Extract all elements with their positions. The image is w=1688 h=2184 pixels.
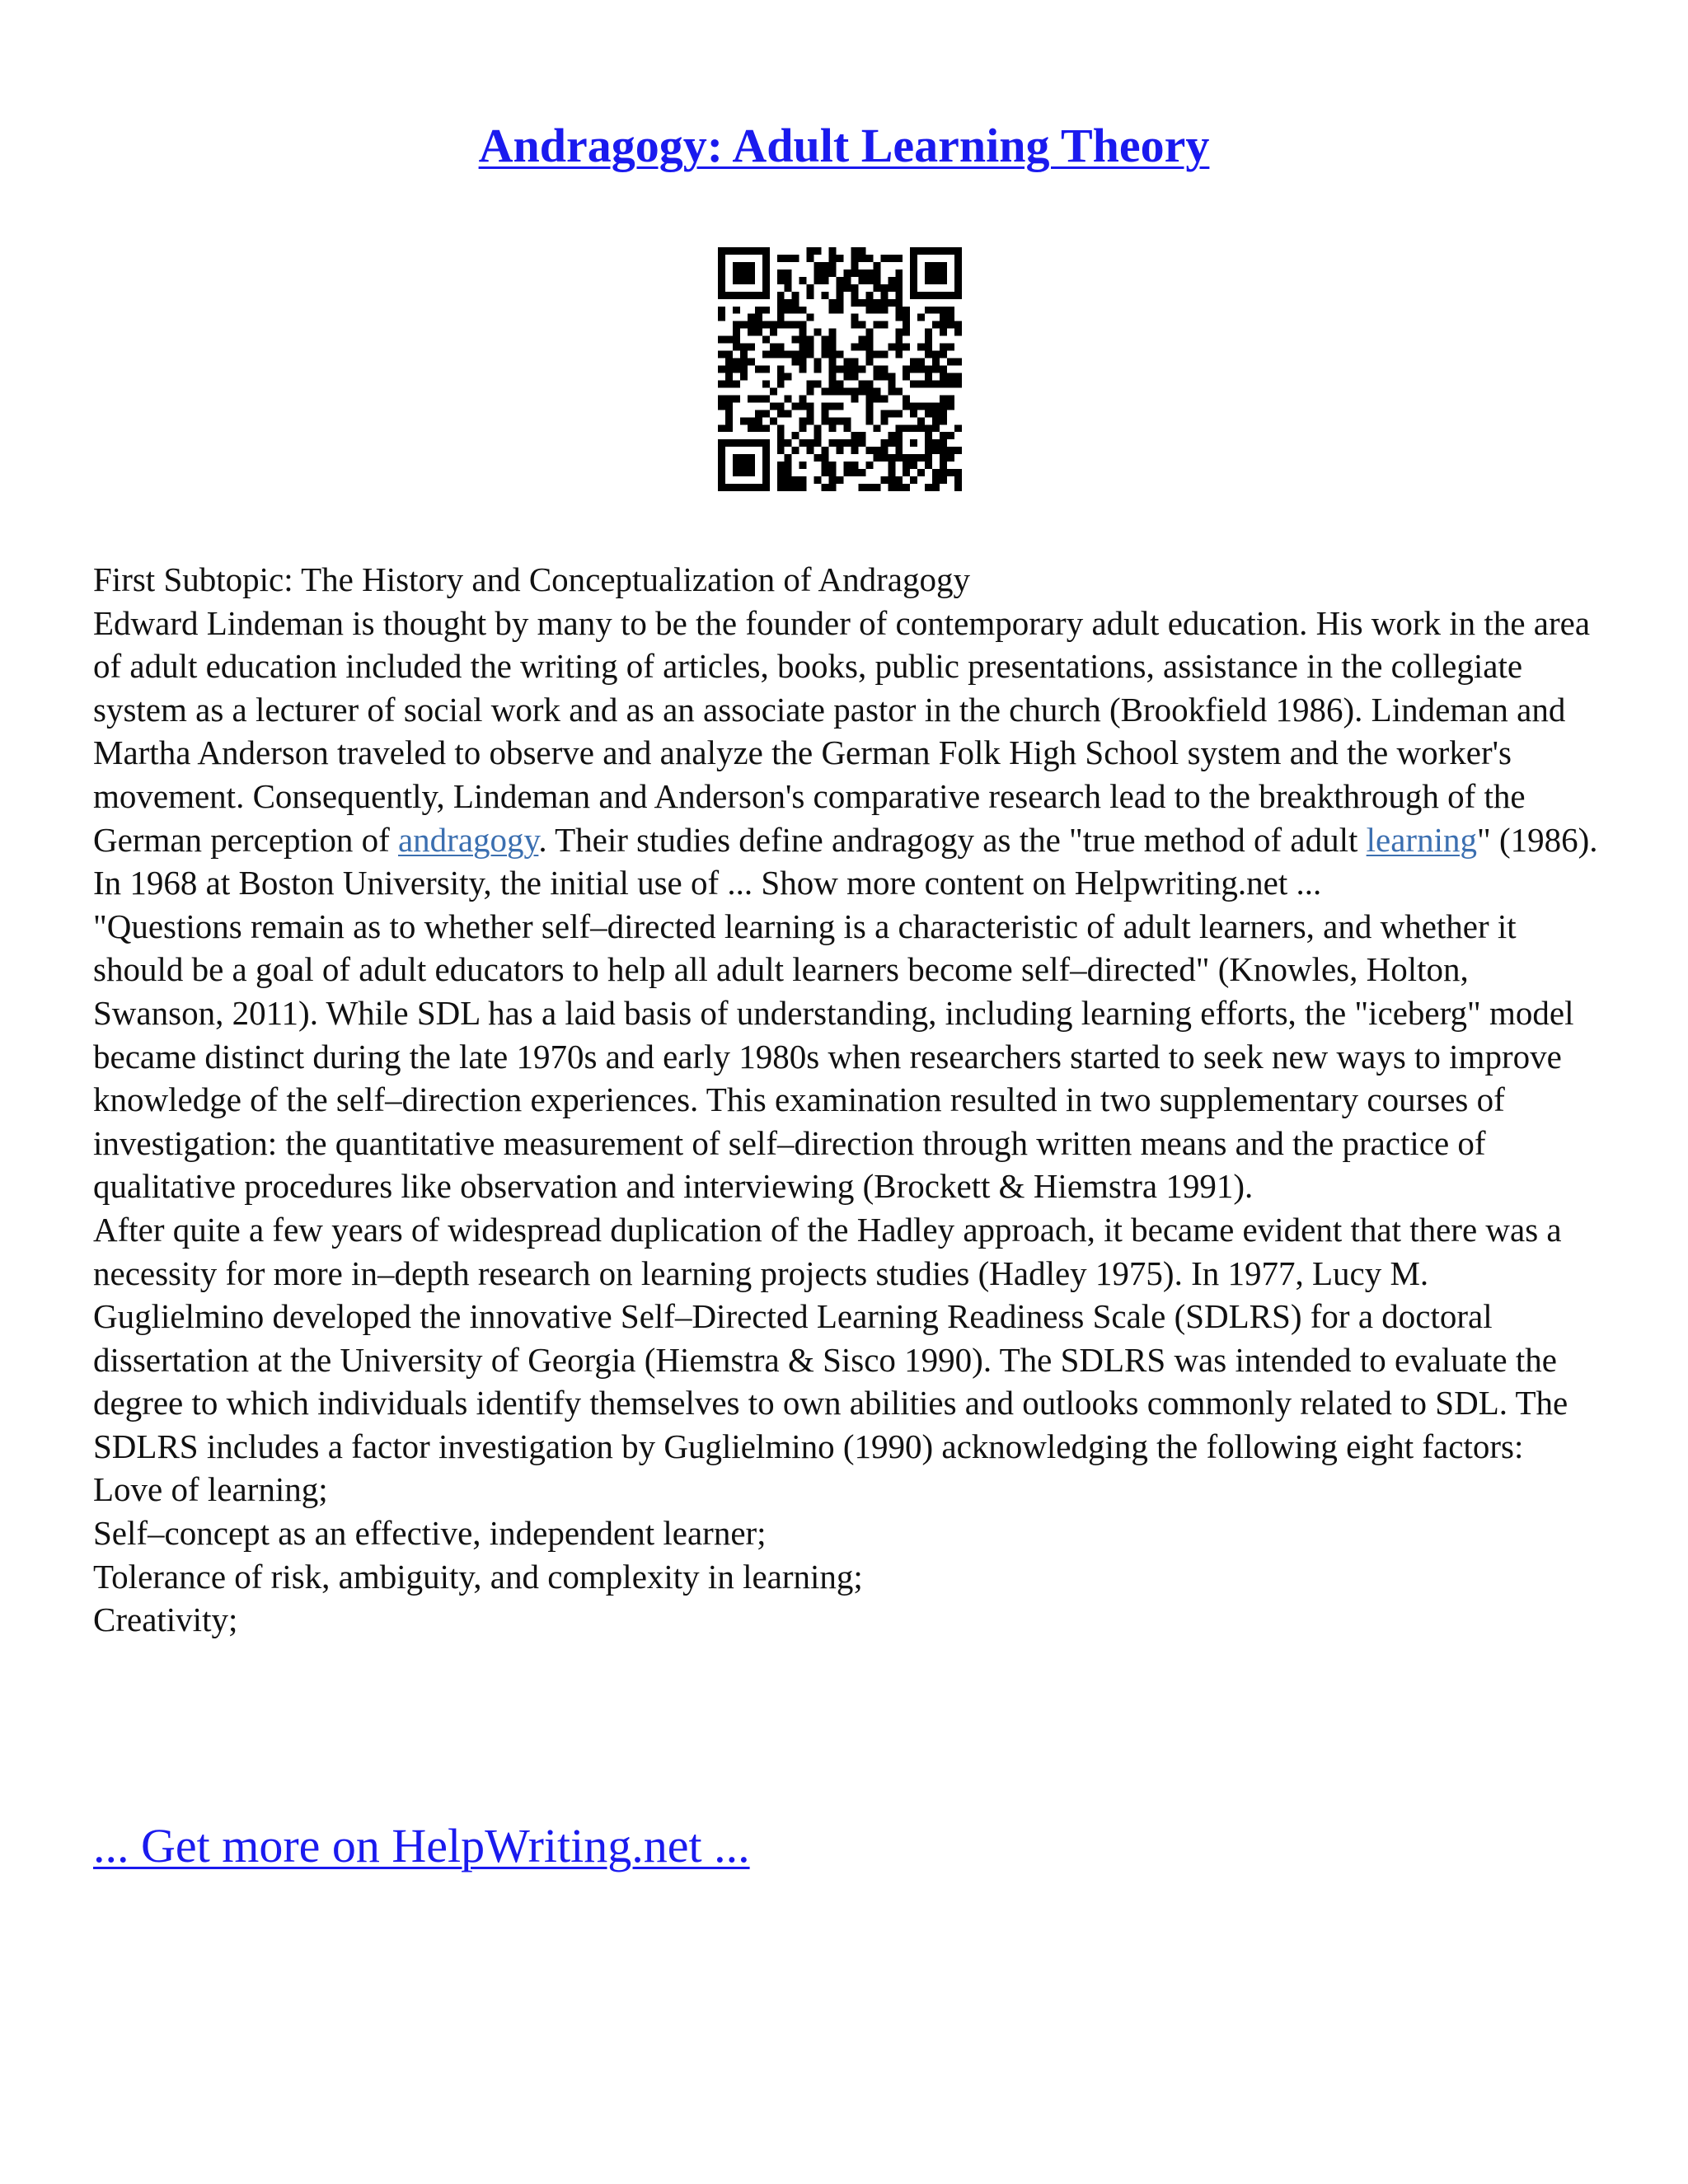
factor-item: Creativity; bbox=[93, 1601, 238, 1639]
title-link[interactable]: Andragogy: Adult Learning Theory bbox=[478, 119, 1210, 172]
page-title bbox=[0, 117, 1688, 175]
factor-item: Self–concept as an effective, independent learner; bbox=[93, 1514, 767, 1553]
paragraph-1-text-b: . Their studies define andragogy as the "true method of adult bbox=[538, 820, 1367, 859]
factor-item: Love of learning; bbox=[93, 1470, 328, 1509]
get-more-link[interactable]: ... Get more on HelpWriting.net ... bbox=[93, 1819, 750, 1872]
andragogy-link[interactable]: andragogy bbox=[397, 820, 539, 859]
paragraph-3: After quite a few years of widespread duplication of the Hadley approach, it became evident that there was a necessity for more in–depth research on learning projects studies (Hadley 1975). In 1977, Lucy M. Guglielmino developed the innovative Self–Directed Learning Readiness Scale (SDLRS) for a doctoral dissertation at the University of Georgia (Hiemstra & Sisco 1990). The SDLRS was intended to evaluate the degree to which individuals identify themselves to own abilities and outlooks commonly related to SDL. The SDLRS includes a factor investigation by Guglielmino (1990) acknowledging the following eight factors: bbox=[93, 1210, 1568, 1465]
paragraph-1 bbox=[93, 602, 1601, 905]
paragraph-1-text-c: " (1986). In 1968 at Boston University, the initial use of ... Show more content on Helpwriting.net ... bbox=[93, 820, 1598, 902]
qr-code-icon bbox=[718, 247, 962, 491]
get-more-container bbox=[93, 1817, 750, 1875]
article-body bbox=[93, 558, 1601, 1642]
factor-item: Tolerance of risk, ambiguity, and complexity in learning; bbox=[93, 1557, 863, 1596]
subtopic-heading: First Subtopic: The History and Conceptualization of Andragogy bbox=[93, 560, 970, 598]
paragraph-2: "Questions remain as to whether self–directed learning is a characteristic of adult learners, and whether it should be a goal of adult educators to help all adult learners become self–directed" (Knowles, Holton, Swanson, 2011). While SDL has a laid basis of understanding, including learning efforts, the "iceberg" model became distinct during the late 1970s and early 1980s when researchers started to seek new ways to improve knowledge of the self–direction experiences. This examination resulted in two supplementary courses of investigation: the quantitative measurement of self–direction through written means and the practice of qualitative procedures like observation and interviewing (Brockett & Hiemstra 1991). bbox=[93, 907, 1574, 1206]
learning-link[interactable]: learning bbox=[1366, 820, 1477, 859]
paragraph-1-text-a: Edward Lindeman is thought by many to be the founder of contemporary adult education. His work in the area of adult education included the writing of articles, books, public presentations, assistance in the collegiate system as a lecturer of social work and as an associate pastor in the church (Brookfield 1986). Lindeman and Martha Anderson traveled to observe and analyze the German Folk High School system and the worker's movement. Consequently, Lindeman and Anderson's comparative research lead to the breakthrough of the German perception of bbox=[93, 603, 1591, 859]
